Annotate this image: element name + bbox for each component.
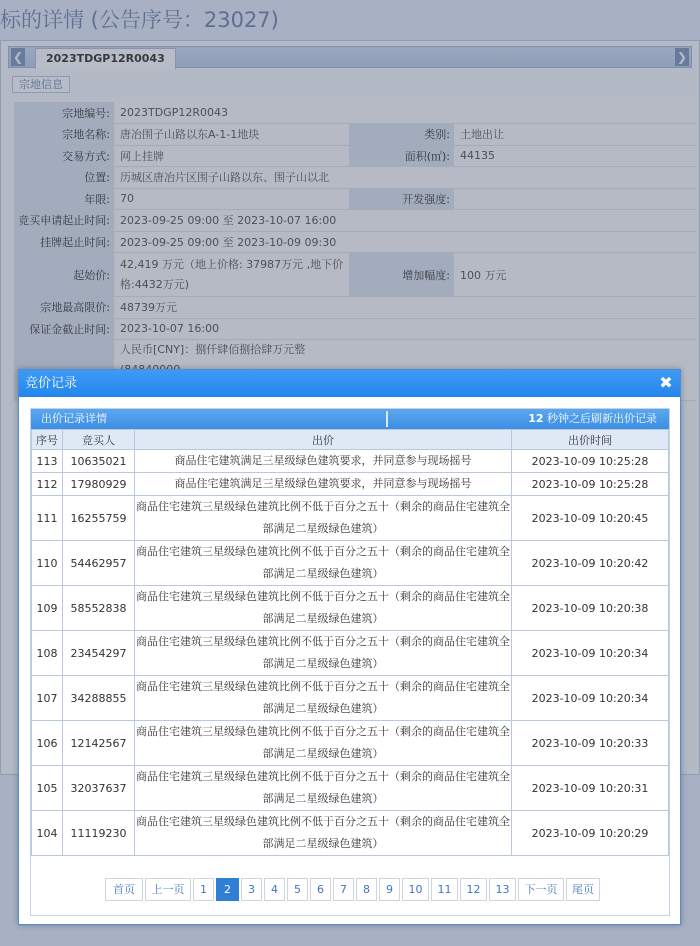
col-header-no: 序号 (32, 430, 63, 450)
bid-records-dialog (18, 369, 681, 925)
refresh-text: 秒钟之后刷新出价记录 (547, 412, 657, 425)
table-row (32, 811, 669, 856)
row-bidder: 17980929 (63, 473, 135, 496)
row-bid: 商品住宅建筑三星级绿色建筑比例不低于百分之五十（剩余的商品住宅建筑全部满足二星级绿色建筑） (135, 676, 512, 721)
row-time: 2023-10-09 10:20:45 (512, 496, 669, 541)
row-bid: 商品住宅建筑三星级绿色建筑比例不低于百分之五十（剩余的商品住宅建筑全部满足二星级绿色建筑） (135, 541, 512, 586)
deposit-deadline-value: 2023-10-07 16:00 (114, 318, 696, 340)
page-5-button[interactable]: 5 (287, 878, 308, 901)
row-bidder: 34288855 (63, 676, 135, 721)
row-no: 109 (32, 586, 63, 631)
trade-mode-label: 交易方式: (14, 145, 114, 167)
page-8-button[interactable]: 8 (356, 878, 377, 901)
deposit-amount-line1: 人民币[CNY]：捌仟肆佰捌拾肆万元整 (120, 343, 306, 356)
parcel-no-label: 宗地编号: (14, 102, 114, 124)
row-no: 113 (32, 450, 63, 473)
start-price-line2: 格:4432万元) (120, 277, 189, 291)
trade-mode-value: 网上挂牌 (114, 145, 349, 167)
page-13-button[interactable]: 13 (489, 878, 516, 901)
page-title: 标的详情 (公告序号：23027) (0, 8, 279, 32)
row-bidder: 16255759 (63, 496, 135, 541)
area-label: 面积(㎡): (349, 145, 454, 167)
record-bar (31, 409, 669, 429)
row-bidder: 32037637 (63, 766, 135, 811)
refresh-seconds: 12 (528, 412, 544, 425)
increment-value: 100 万元 (454, 253, 696, 297)
parcel-name-value: 唐冶围子山路以东A-1-1地块 (114, 124, 349, 146)
location-label: 位置: (14, 167, 114, 189)
row-bid: 商品住宅建筑三星级绿色建筑比例不低于百分之五十（剩余的商品住宅建筑全部满足二星级绿色建筑） (135, 766, 512, 811)
max-price-value: 48739万元 (114, 297, 696, 319)
row-bid: 商品住宅建筑三星级绿色建筑比例不低于百分之五十（剩余的商品住宅建筑全部满足二星级绿色建筑） (135, 721, 512, 766)
max-price-label: 宗地最高限价: (14, 297, 114, 319)
table-row (32, 631, 669, 676)
page-3-button[interactable]: 3 (241, 878, 262, 901)
table-row (32, 586, 669, 631)
row-time: 2023-10-09 10:20:34 (512, 631, 669, 676)
increment-label: 增加幅度: (349, 253, 454, 297)
table-row (32, 496, 669, 541)
row-time: 2023-10-09 10:25:28 (512, 450, 669, 473)
row-bid: 商品住宅建筑三星级绿色建筑比例不低于百分之五十（剩余的商品住宅建筑全部满足二星级绿色建筑） (135, 631, 512, 676)
tab-bar (8, 46, 692, 68)
row-bidder: 10635021 (63, 450, 135, 473)
table-row (32, 473, 669, 496)
record-bar-divider (386, 411, 388, 427)
listing-period-value: 2023-09-25 09:00 至 2023-10-09 09:30 (114, 231, 696, 253)
page-1-button[interactable]: 1 (193, 878, 214, 901)
page-9-button[interactable]: 9 (379, 878, 400, 901)
page-4-button[interactable]: 4 (264, 878, 285, 901)
row-time: 2023-10-09 10:20:38 (512, 586, 669, 631)
parcel-name-label: 宗地名称: (14, 124, 114, 146)
row-time: 2023-10-09 10:20:33 (512, 721, 669, 766)
parcel-info-table (14, 102, 696, 401)
tab-parcel[interactable]: 2023TDGP12R0043 (35, 48, 176, 69)
table-row (32, 450, 669, 473)
table-row (32, 676, 669, 721)
row-bidder: 23454297 (63, 631, 135, 676)
years-value: 70 (114, 188, 349, 210)
years-label: 年限: (14, 188, 114, 210)
page-10-button[interactable]: 10 (402, 878, 429, 901)
col-header-bidder: 竞买人 (63, 430, 135, 450)
refresh-countdown (528, 409, 657, 429)
close-icon[interactable]: ✖ (659, 373, 673, 392)
col-header-time: 出价时间 (512, 430, 669, 450)
page-12-button[interactable]: 12 (460, 878, 487, 901)
row-bidder: 11119230 (63, 811, 135, 856)
table-row (32, 766, 669, 811)
listing-period-label: 挂牌起止时间: (14, 231, 114, 253)
start-price-label: 起始价: (14, 253, 114, 297)
row-time: 2023-10-09 10:20:29 (512, 811, 669, 856)
tab-scroll-left-icon[interactable]: ❮ (12, 50, 24, 64)
row-no: 104 (32, 811, 63, 856)
apply-period-value: 2023-09-25 09:00 至 2023-10-07 16:00 (114, 210, 696, 232)
start-price-line1: 42,419 万元（地上价格: 37987万元 ,地下价 (120, 257, 344, 271)
next-page-button[interactable]: 下一页 (518, 878, 564, 901)
row-bidder: 58552838 (63, 586, 135, 631)
row-bidder: 54462957 (63, 541, 135, 586)
first-page-button[interactable]: 首页 (105, 878, 143, 901)
row-time: 2023-10-09 10:25:28 (512, 473, 669, 496)
row-time: 2023-10-09 10:20:31 (512, 766, 669, 811)
parcel-info-button[interactable]: 宗地信息 (12, 76, 70, 93)
record-detail-label: 出价记录详情 (41, 412, 107, 425)
table-row (32, 721, 669, 766)
row-no: 112 (32, 473, 63, 496)
intensity-label: 开发强度: (349, 188, 454, 210)
parcel-no-value: 2023TDGP12R0043 (114, 102, 696, 124)
area-value: 44135 (454, 145, 696, 167)
row-no: 111 (32, 496, 63, 541)
row-bidder: 12142567 (63, 721, 135, 766)
category-label: 类别: (349, 124, 454, 146)
page-6-button[interactable]: 6 (310, 878, 331, 901)
dialog-body (30, 408, 670, 916)
row-bid: 商品住宅建筑三星级绿色建筑比例不低于百分之五十（剩余的商品住宅建筑全部满足二星级绿色建筑） (135, 811, 512, 856)
row-no: 105 (32, 766, 63, 811)
page-2-button[interactable]: 2 (216, 878, 239, 901)
row-bid: 商品住宅建筑满足三星级绿色建筑要求，并同意参与现场摇号 (135, 473, 512, 496)
deposit-deadline-label: 保证金截止时间: (14, 318, 114, 340)
last-page-button[interactable]: 尾页 (566, 878, 600, 901)
category-value: 土地出让 (454, 124, 696, 146)
prev-page-button[interactable]: 上一页 (145, 878, 191, 901)
row-bid: 商品住宅建筑三星级绿色建筑比例不低于百分之五十（剩余的商品住宅建筑全部满足二星级绿色建筑） (135, 496, 512, 541)
page-7-button[interactable]: 7 (333, 878, 354, 901)
intensity-value (454, 188, 696, 210)
table-row (32, 541, 669, 586)
row-bid: 商品住宅建筑满足三星级绿色建筑要求，并同意参与现场摇号 (135, 450, 512, 473)
page-11-button[interactable]: 11 (431, 878, 458, 901)
row-bid: 商品住宅建筑三星级绿色建筑比例不低于百分之五十（剩余的商品住宅建筑全部满足二星级绿色建筑） (135, 586, 512, 631)
row-no: 107 (32, 676, 63, 721)
bid-records-table (31, 429, 669, 856)
dialog-header (19, 370, 680, 397)
row-no: 106 (32, 721, 63, 766)
start-price-value (114, 253, 349, 297)
pagination (105, 878, 602, 903)
apply-period-label: 竞买申请起止时间: (14, 210, 114, 232)
location-value: 历城区唐冶片区围子山路以东、围子山以北 (114, 167, 696, 189)
row-no: 110 (32, 541, 63, 586)
tab-scroll-right-icon[interactable]: ❯ (676, 50, 688, 64)
col-header-bid: 出价 (135, 430, 512, 450)
row-time: 2023-10-09 10:20:42 (512, 541, 669, 586)
dialog-title: 竞价记录 (25, 376, 78, 391)
row-time: 2023-10-09 10:20:34 (512, 676, 669, 721)
row-no: 108 (32, 631, 63, 676)
